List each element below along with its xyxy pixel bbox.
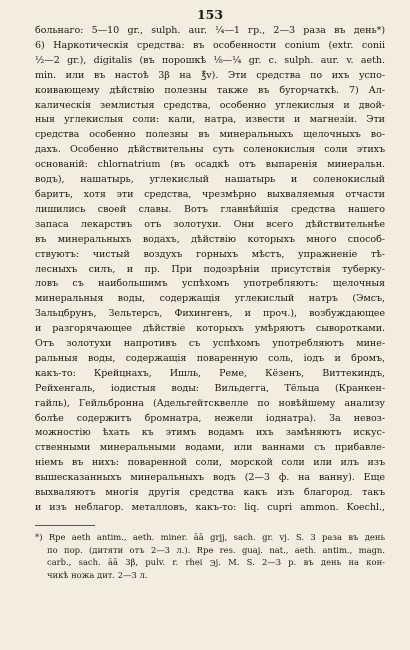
text-line: въ минеральныхъ водахъ, дѣйствію которыхъ много способ- (35, 233, 385, 245)
text-line: 6) Наркотическія средства: въ особенности conium (extr. conii (35, 39, 385, 51)
text-line: ствуютъ: чистый воздухъ горныхъ мѣстъ, упражненіе тѣ- (35, 248, 385, 260)
text-line: ловъ съ наибольшимъ успѣхомъ употребляютъ: щелочныя (35, 278, 385, 290)
text-line: ственными минеральными водами, или ваннами съ прибавле- (35, 442, 385, 454)
text-line: выхваляютъ многія другія средства какъ изъ благород. такъ (35, 487, 385, 499)
footnote-line: *) Rpe aeth antim., aeth. miner. āā grjj, sach. gr. vj. S. 3 раза въ день (35, 531, 385, 542)
text-line: Рейхенгаль, іодистыя воды: Вильдегга, Тёльца (Кранкен- (35, 382, 385, 394)
text-line: лесныхъ силъ, и пр. При подозрѣніи присутствія туберку- (35, 263, 385, 275)
footnote-line: чикѣ ножа дит. 2—3 л. (47, 569, 148, 580)
text-line: водъ), нашатырь, углекислый нашатырь и соленокислый (35, 174, 385, 186)
text-line: ½—2 gr.), digitalis (въ порошкѣ ⅛—¼ gr. c. sulph. aur. v. aeth. (35, 54, 385, 66)
text-line: min. или въ настоѣ 3β на ℥v). Эти средства по ихъ успо- (35, 69, 385, 81)
text-line: гайль), Гейльбронна (Адельгейтсквелле по новѣйшему анализу (35, 397, 385, 409)
text-line: лишились своей славы. Вотъ главнѣйшія средства нашего (35, 203, 385, 215)
footnote-divider (35, 525, 95, 526)
text-line: калическія землистыя средства, особенно углекислыя и двой- (35, 99, 385, 111)
text-line: можностію ѣхать къ этимъ водамъ ихъ замѣняютъ искус- (35, 427, 385, 439)
text-line: больнаго: 5—10 gr., sulph. aur. ¼—1 гр., 2—3 раза въ день*) (35, 25, 385, 36)
text-line: ніемъ въ нихъ: поваренной соли, морской соли или илъ изъ (35, 457, 385, 469)
text-line: Зальцбрунъ, Зельтерсъ, Фихингенъ, и проч.), возбуждающее (35, 308, 385, 320)
text-line: вышесказанныхъ минеральныхъ водъ (2—3 ф. на ванну). Еще (35, 472, 385, 484)
text-line: основаній: chlornatrium (въ осадкѣ отъ выпаренія минеральн. (35, 159, 385, 171)
body-text (35, 24, 385, 516)
text-line: баритъ, хотя эти средства, чрезмѣрно выхваляемыя отчасти (35, 188, 385, 200)
text-line: ральныя воды, содержащія поваренную соль, іодъ и бромъ, (35, 352, 385, 364)
text-line: Отъ золотухи напротивъ съ успѣхомъ употребляютъ мине- (35, 338, 385, 350)
text-line: средства особенно полезны въ минеральныхъ щелочныхъ во- (35, 129, 385, 141)
text-line: дахъ. Особенно дѣйствительны суть соленокислыя соли этихъ (35, 144, 385, 156)
text-line: ныя углекислыя соли: кали, натра, извести и магнезіи. Эти (35, 114, 385, 126)
text-line: коивающему дѣйствію полезны также въ бугорчаткѣ. 7) Ал- (35, 84, 385, 96)
footnote-line: carb., sach. āā 3β, pulv. r. rhei ℈j. M. S. 2—3 р. въ день на кон- (47, 557, 385, 568)
text-line: болѣе содержитъ бромнатра, нежели іоднатра). За невоз- (35, 412, 385, 424)
footnotes (35, 531, 385, 581)
text-line: минеральныя воды, содержащія углекислый натръ (Эмсъ, (35, 293, 385, 305)
text-line: и разгорячающее дѣйствіе которыхъ умѣряютъ сыворотками. (35, 323, 385, 335)
text-line: и изъ неблагор. металловъ, какъ-то: liq. cupri ammon. Koechl., (35, 502, 385, 513)
text-line: запаса лекарствъ отъ золотухи. Они всего дѣйствительнѣе (35, 218, 385, 230)
text-line: какъ-то: Крейцнахъ, Ишль, Реме, Кёзенъ, Виттекиндъ, (35, 367, 385, 379)
page-number: 153 (196, 7, 224, 22)
footnote-line: по пор. (дитяти отъ 2—3 л.). Rpe res. guaj. nat., aeth. antim., magn. (47, 544, 385, 555)
